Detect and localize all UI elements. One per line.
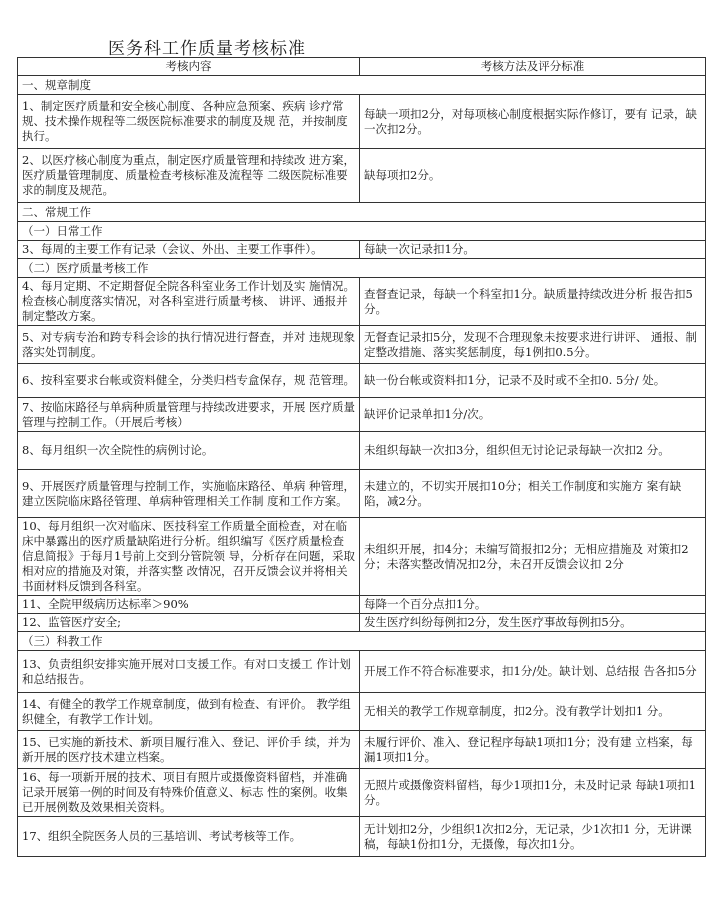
- table-row: [18, 693, 706, 731]
- scoring-cell: 缺评价记录单扣1分/次。: [360, 398, 706, 432]
- scoring-cell: 发生医疗纠纷每例扣2分，发生医疗事故每例扣5分。: [360, 614, 706, 632]
- section-heading-row: [18, 203, 706, 222]
- scoring-cell: 缺一份台帐或资料扣1分，记录不及时或不全扣0. 5分/ 处。: [360, 364, 706, 398]
- table-row: [18, 432, 706, 470]
- table-row: [18, 470, 706, 518]
- table-body: [18, 76, 706, 857]
- criterion-cell: 16、每一项新开展的技术、项目有照片或摄像资料留档，并准确记录开展第一例的时间及有特殊价值意义、标志 性的案例。收集已开展例数及效果相关资料。: [18, 769, 360, 817]
- section-heading: 一、规章制度: [18, 76, 706, 95]
- table-row: [18, 518, 706, 596]
- assessment-table: [17, 57, 706, 857]
- table-row: [18, 398, 706, 432]
- subsection-heading: （三）科教工作: [18, 632, 706, 651]
- scoring-cell: 未组织开展，扣4分；未编写简报扣2分；无相应措施及 对策扣2分；未落实整改情况扣2分，未召开反馈会议扣 2分: [360, 518, 706, 596]
- criterion-cell: 13、负责组织安排实施开展对口支援工作。有对口支援工 作计划和总结报告。: [18, 651, 360, 693]
- scoring-cell: 无督查记录扣5分，发现不合理现象未按要求进行讲评、 通报、制定整改措施、落实奖惩制度，每1例扣0.5分。: [360, 326, 706, 364]
- scoring-cell: 缺每项扣2分。: [360, 149, 706, 203]
- section-heading-row: [18, 76, 706, 95]
- criterion-cell: 6、按科室要求台帐或资料健全，分类归档专盒保存，规 范管理。: [18, 364, 360, 398]
- criterion-cell: 14、有健全的教学工作规章制度，做到有检查、有评价。 教学组织健全，有教学工作计划。: [18, 693, 360, 731]
- subsection-heading-row: [18, 222, 706, 241]
- subsection-heading: （一）日常工作: [18, 222, 706, 241]
- table-row: [18, 817, 706, 857]
- criterion-cell: 7、按临床路径与单病种质量管理与持续改进要求，开展 医疗质量管理与控制工作。（开展后考核）: [18, 398, 360, 432]
- table-row: [18, 651, 706, 693]
- table-row: [18, 596, 706, 614]
- section-heading: 二、常规工作: [18, 203, 706, 222]
- scoring-cell: 无计划扣2分，少组织1次扣2分，无记录，少1次扣1 分，无讲课稿，每缺1份扣1分，无摄像，每次扣1分。: [360, 817, 706, 857]
- scoring-cell: 查督查记录，每缺一个科室扣1分。缺质量持续改进分析 报告扣5分。: [360, 278, 706, 326]
- table-row: [18, 149, 706, 203]
- scoring-cell: 无照片或摄像资料留档，每少1项扣1分，未及时记录 每缺1项扣1分。: [360, 769, 706, 817]
- subsection-heading-row: [18, 259, 706, 278]
- scoring-cell: 开展工作不符合标准要求，扣1分/处。缺计划、总结报 告各扣5分: [360, 651, 706, 693]
- header-method: 考核方法及评分标准: [360, 58, 706, 76]
- criterion-cell: 8、每月组织一次全院性的病例讨论。: [18, 432, 360, 470]
- document-title: 医务科工作质量考核标准: [108, 39, 306, 59]
- scoring-cell: 每降一个百分点扣1分。: [360, 596, 706, 614]
- criterion-cell: 10、每月组织一次对临床、医技科室工作质量全面检查，对在临床中暴露出的医疗质量缺陷进行分析。组织编写《医疗质量检查信息简报》于每月1号前上交到分管院领 导，分析存在问题，采取相对应的措施及对策，并落实整 改情况，召开反馈会议并将相关书面材料反馈到各科室。: [18, 518, 360, 596]
- table-row: [18, 731, 706, 769]
- subsection-heading-row: [18, 632, 706, 651]
- table-row: [18, 241, 706, 259]
- scoring-cell: 无相关的教学工作规章制度，扣2分。没有教学计划扣1 分。: [360, 693, 706, 731]
- table-row: [18, 614, 706, 632]
- scoring-cell: 每缺一次记录扣1分。: [360, 241, 706, 259]
- criterion-cell: 5、对专病专治和跨专科会诊的执行情况进行督查，并对 违规现象落实处罚制度。: [18, 326, 360, 364]
- criterion-cell: 3、每周的主要工作有记录（会议、外出、主要工作事件）。: [18, 241, 360, 259]
- table-row: [18, 278, 706, 326]
- header-content: 考核内容: [18, 58, 360, 76]
- scoring-cell: 未组织每缺一次扣3分，组织但无讨论记录每缺一次扣2 分。: [360, 432, 706, 470]
- scoring-cell: 未建立的，不切实开展扣10分；相关工作制度和实施方 案有缺陷，减2分。: [360, 470, 706, 518]
- criterion-cell: 1、制定医疗质量和安全核心制度、各种应急预案、疾病 诊疗常规、技术操作规程等二级医院标准要求的制度及规 范，并按制度执行。: [18, 95, 360, 149]
- table-row: [18, 95, 706, 149]
- scoring-cell: 每缺一项扣2分，对每项核心制度根据实际作修订，要有 记录，缺一次扣2分。: [360, 95, 706, 149]
- criterion-cell: 17、组织全院医务人员的三基培训、考试考核等工作。: [18, 817, 360, 857]
- table-header-row: [18, 58, 706, 76]
- criterion-cell: 9、开展医疗质量管理与控制工作，实施临床路径、单病 种管理，建立医院临床路径管理、单病种管理相关工作制 度和工作方案。: [18, 470, 360, 518]
- subsection-heading: （二）医疗质量考核工作: [18, 259, 706, 278]
- table-row: [18, 769, 706, 817]
- criterion-cell: 2、以医疗核心制度为重点，制定医疗质量管理和持续改 进方案，医疗质量管理制度、质量检查考核标准及流程等 二级医院标准要求的制度及规范。: [18, 149, 360, 203]
- criterion-cell: 11、全院甲级病历达标率＞90%: [18, 596, 360, 614]
- criterion-cell: 15、已实施的新技术、新项目履行准入、登记、评价手 续，并为新开展的医疗技术建立档案。: [18, 731, 360, 769]
- criterion-cell: 12、监管医疗安全;: [18, 614, 360, 632]
- table-row: [18, 326, 706, 364]
- table-row: [18, 364, 706, 398]
- scoring-cell: 未履行评价、准入、登记程序每缺1项扣1分；没有建 立档案，每漏1项扣1分。: [360, 731, 706, 769]
- criterion-cell: 4、每月定期、不定期督促全院各科室业务工作计划及实 施情况。检查核心制度落实情况，对各科室进行质量考核、 讲评、通报并制定整改方案。: [18, 278, 360, 326]
